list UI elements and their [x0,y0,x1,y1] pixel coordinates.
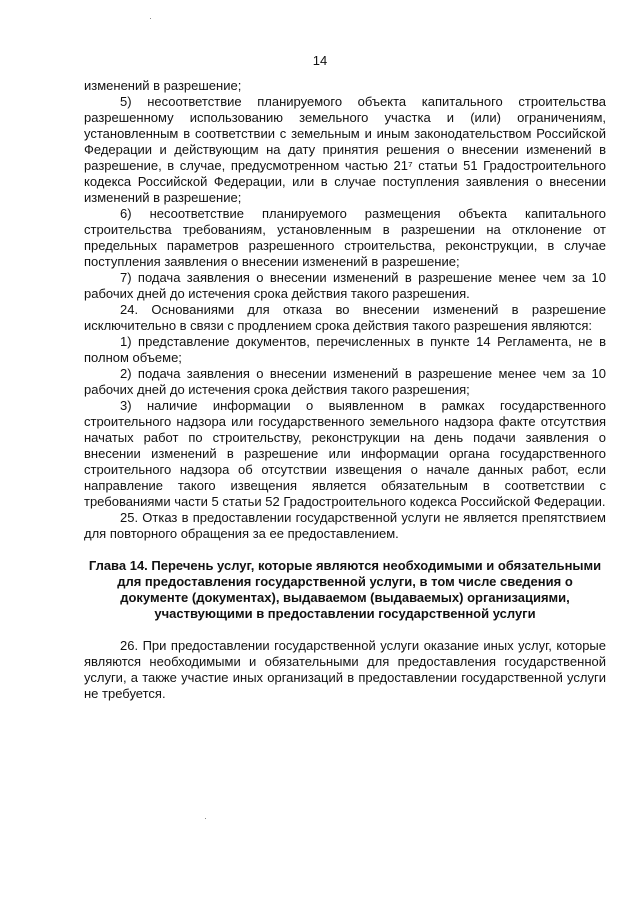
scan-speck [205,818,206,819]
paragraph-24-item-3: 3) наличие информации о выявленном в рамках государственного строительного надзора или государственного земельного надзора факте отсутствия начатых работ по строительству, реконструкции на день подачи заявления о внесении изменений в разрешение или информации органа государственного строительного надзора об отсутствии извещения о начале данных работ, если направление такого извещения является обязательным в соответствии с требованиями части 5 статьи 52 Градостроительного кодекса Российской Федерации. [84,398,606,509]
page-number: 14 [312,53,328,68]
paragraph-24-item-2: 2) подача заявления о внесении изменений в разрешение менее чем за 10 рабочих дней до истечения срока действия такого разрешения; [84,366,606,397]
spacer [84,622,606,638]
paragraph-item-7: 7) подача заявления о внесении изменений в разрешение менее чем за 10 рабочих дней до истечения срока действия такого разрешения. [84,270,606,301]
paragraph-25: 25. Отказ в предоставлении государственной услуги не является препятствием для повторного обращения за ее предоставлением. [84,510,606,541]
paragraph-item-5: 5) несоответствие планируемого объекта капитального строительства разрешенному использованию земельного участка и (или) ограничениям, установленным в соответствии с земельным и иным законодательством Российской Федерации и действующим на дату принятия решения о внесении изменений в разрешение, в случае, предусмотренном частью 21⁷ статьи 51 Градостроительного кодекса Российской Федерации, или в случае поступления заявления о внесении изменений в разрешение; [84,94,606,205]
scan-speck [150,18,151,19]
paragraph-26: 26. При предоставлении государственной услуги оказание иных услуг, которые являются необходимыми и обязательными для предоставления государственной услуги, а также участие иных организаций в предоставлении государственной услуги не требуется. [84,638,606,701]
paragraph-item-6: 6) несоответствие планируемого размещения объекта капитального строительства требованиям, установленным в разрешении на отклонение от предельных параметров разрешенного строительства, реконструкции, в случае поступления заявления о внесении изменений в разрешение; [84,206,606,269]
paragraph-continuation: изменений в разрешение; [84,78,242,93]
paragraph-24: 24. Основаниями для отказа во внесении изменений в разрешение исключительно в связи с продлением срока действия такого разрешения являются: [84,302,606,333]
spacer [84,542,606,558]
chapter-heading: Глава 14. Перечень услуг, которые являются необходимыми и обязательными для предоставления государственной услуги, в том числе сведения о документе (документах), выдаваемом (выдаваемых) организациями, участвующими в предоставлении государственной услуги [88,558,602,621]
document-body [84,78,606,702]
paragraph-24-item-1: 1) представление документов, перечисленных в пункте 14 Регламента, не в полном объеме; [84,334,606,365]
